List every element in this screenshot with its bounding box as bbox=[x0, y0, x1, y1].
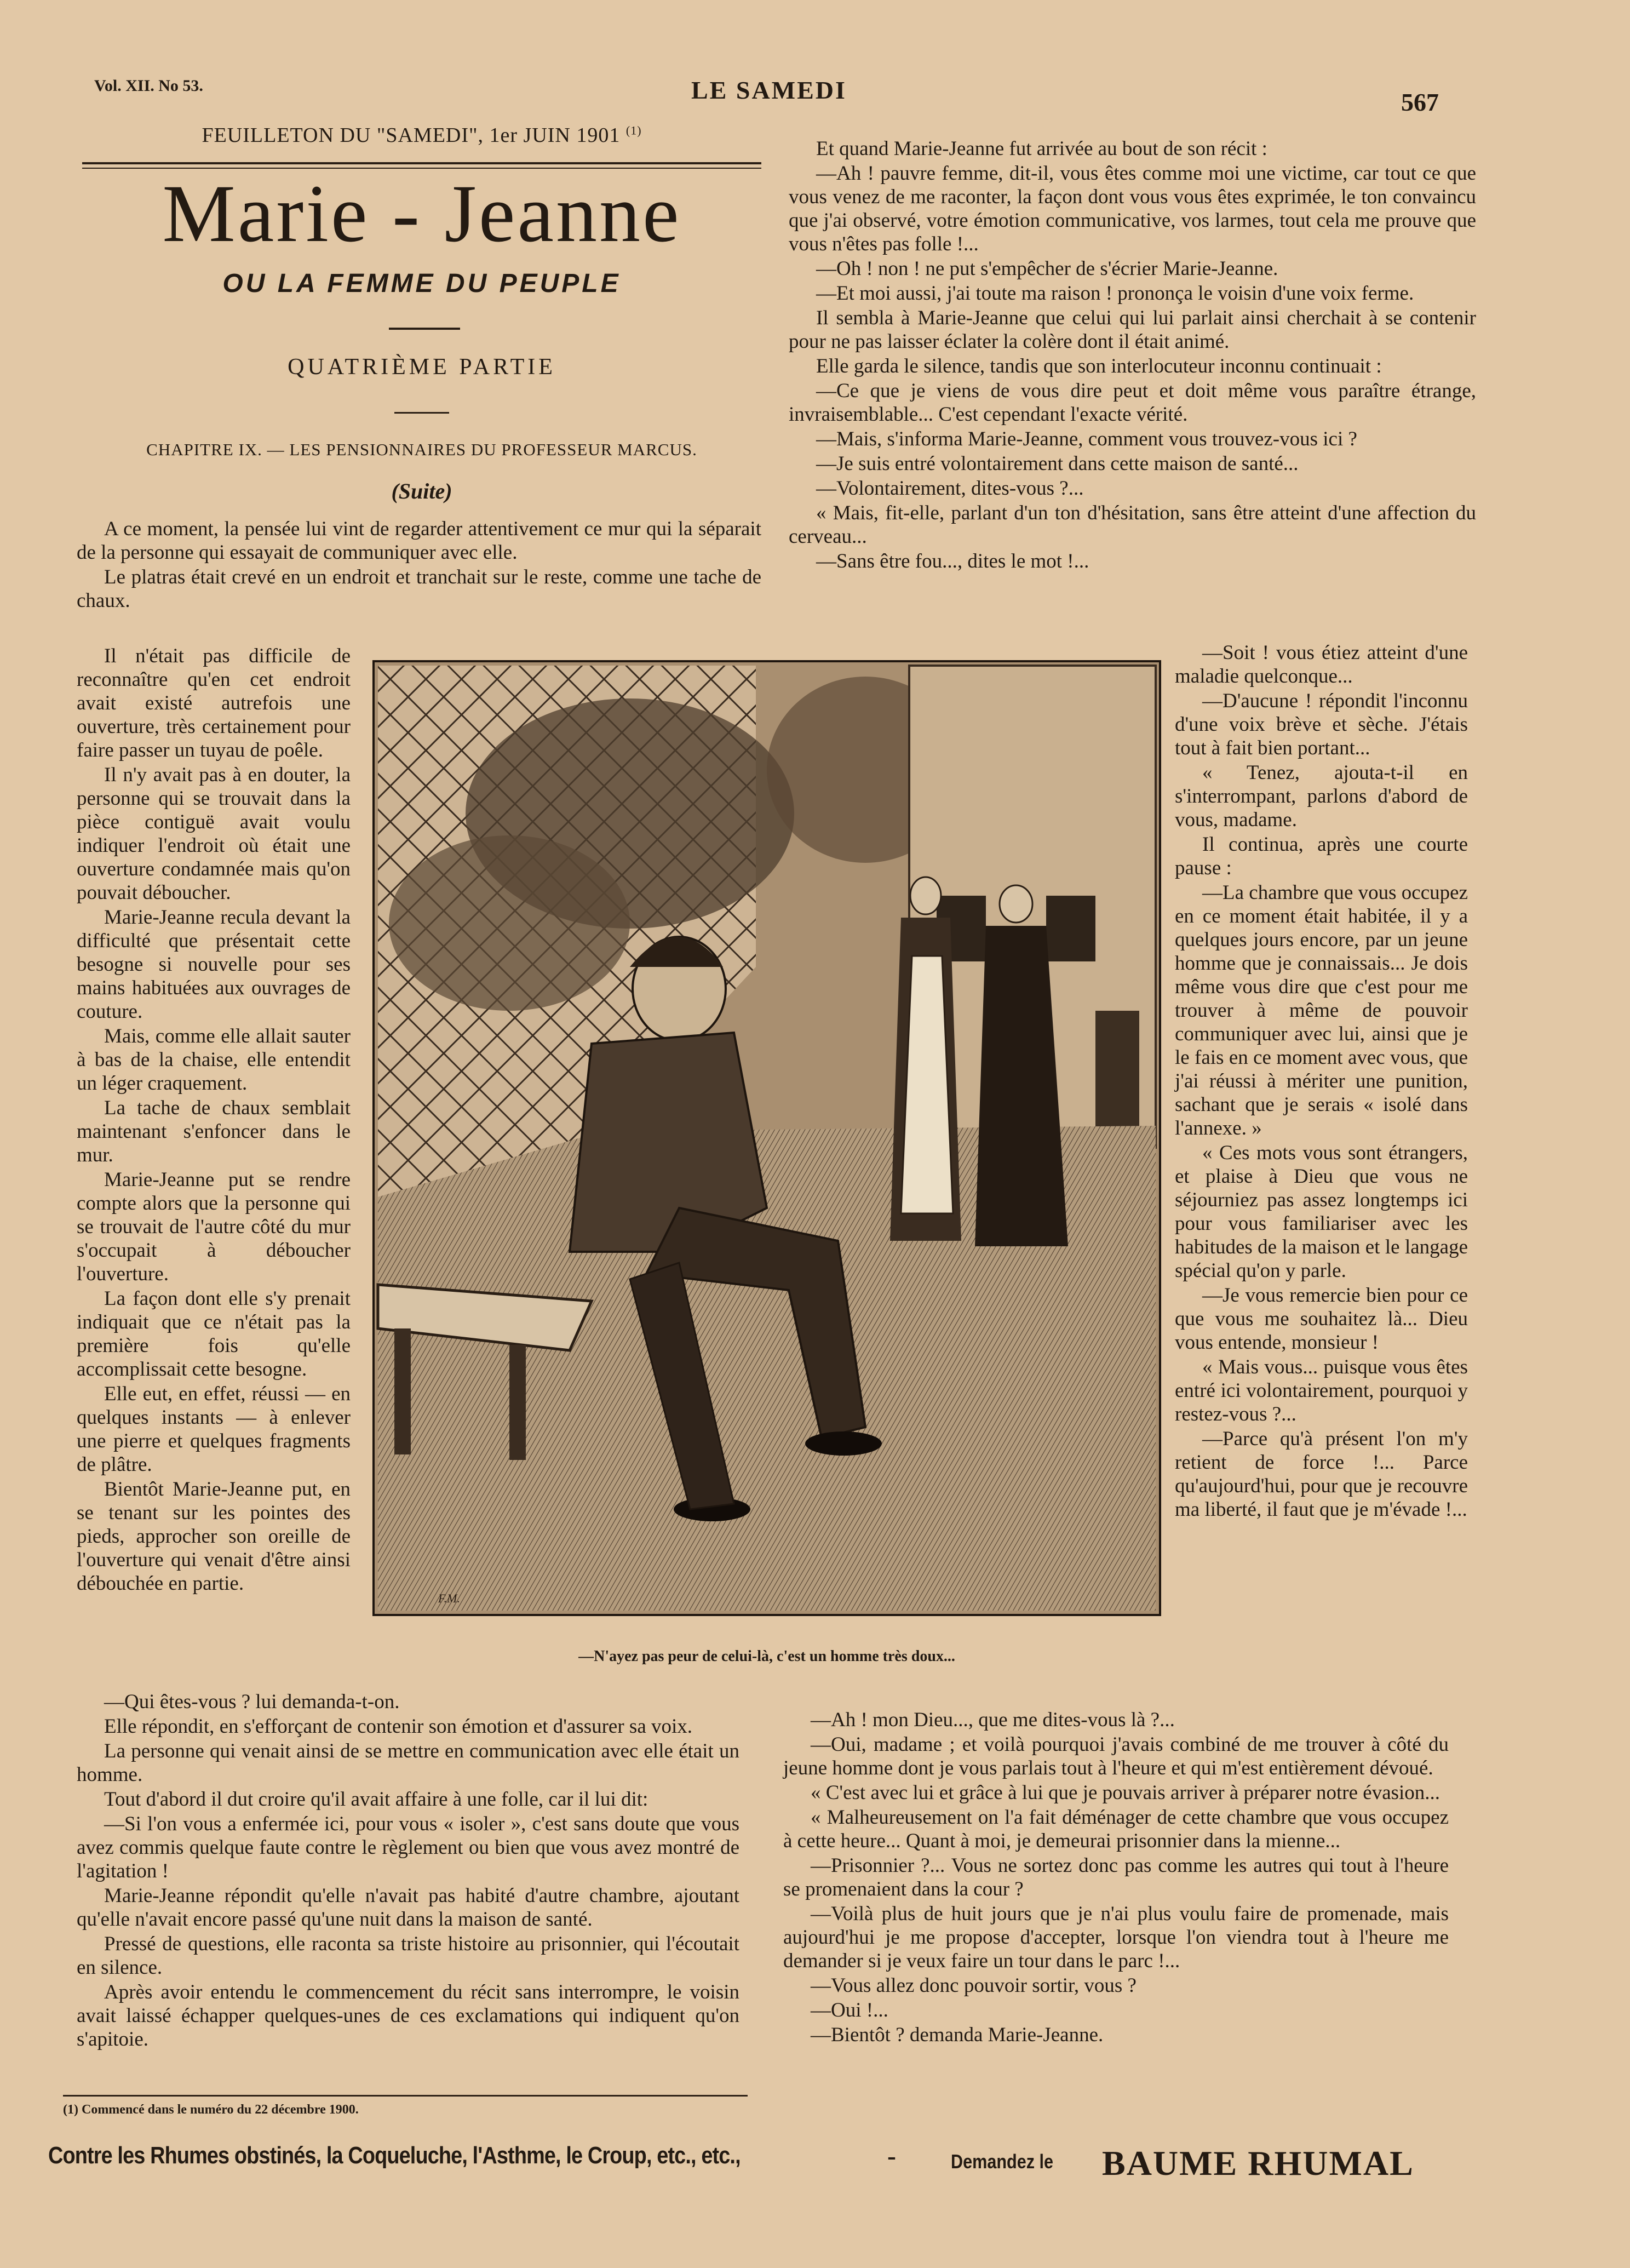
paragraph: Il sembla à Marie-Jeanne que celui qui lui parlait ainsi cherchait à se contenir pour ne pas laisser éclater la colère dont il était animé. bbox=[789, 307, 1476, 353]
footnote-rule bbox=[63, 2095, 748, 2097]
paragraph: —Je vous remercie bien pour ce que vous me souhaitez là... Dieu vous entende, monsieur ! bbox=[1175, 1284, 1468, 1354]
paragraph: A ce moment, la pensée lui vint de regarder attentivement ce mur qui la séparait de la personne qui essayait de communiquer avec elle. bbox=[77, 518, 761, 564]
chapter-heading: CHAPITRE IX. — LES PENSIONNAIRES DU PROFESSEUR MARCUS. bbox=[146, 440, 697, 459]
paragraph: —Ce que je viens de vous dire peut et doit même vous paraître étrange, invraisemblable... C'est cependant l'exacte vérité. bbox=[789, 380, 1476, 426]
footnote: (1) Commencé dans le numéro du 22 décembre 1900. bbox=[63, 2103, 359, 2117]
paragraph: Marie-Jeanne recula devant la difficulté que présentait cette besogne si nouvelle pour ses mains habituées aux ouvrages de couture. bbox=[77, 906, 351, 1023]
paragraph: —Si l'on vous a enfermée ici, pour vous « isoler », c'est sans doute que vous avez commis quelque faute contre le règlement ou bien que vous avez montré de l'agitation ! bbox=[77, 1813, 739, 1882]
advert-middle: Demandez le bbox=[951, 2150, 1054, 2173]
part-heading: QUATRIÈME PARTIE bbox=[288, 354, 556, 380]
paragraph: « Malheureusement on l'a fait déménager de cette chambre que vous occupez à cette heure... Quant à moi, je demeurai prisonnier dans la mienne... bbox=[783, 1806, 1449, 1852]
paragraph: Il n'y avait pas à en douter, la personne qui se trouvait dans la pièce contiguë avait voulu indiquer l'endroit où était une ouverture condamnée mais qu'on pouvait déboucher. bbox=[77, 764, 351, 904]
paragraph: —Qui êtes-vous ? lui demanda-t-on. bbox=[104, 1691, 400, 1713]
paragraph: —Et moi aussi, j'ai toute ma raison ! prononça le voisin d'une voix ferme. bbox=[816, 282, 1414, 305]
paragraph: Après avoir entendu le commencement du récit sans interrompre, le voisin avait laissé échapper quelques-unes de ces exclamations qui indiquent qu'on s'apitoie. bbox=[77, 1981, 739, 2051]
left-bottom-text bbox=[77, 1690, 739, 2052]
paragraph: La personne qui venait ainsi de se mettre en communication avec elle était un homme. bbox=[77, 1740, 739, 1786]
paragraph: Le platras était crevé en un endroit et tranchait sur le reste, comme une tache de chaux. bbox=[77, 566, 761, 612]
paragraph: —D'aucune ! répondit l'inconnu d'une voix brève et sèche. J'étais tout à fait bien portant... bbox=[1175, 690, 1468, 759]
advert-left: Contre les Rhumes obstinés, la Coqueluche, l'Asthme, le Croup, etc., etc., bbox=[48, 2142, 741, 2169]
left-top-text bbox=[77, 517, 761, 614]
paragraph: « Mais, fit-elle, parlant d'un ton d'hésitation, sans être atteint d'une affection du cerveau... bbox=[789, 502, 1476, 548]
engraver-signature: F.M. bbox=[438, 1591, 460, 1605]
paragraph: —Bientôt ? demanda Marie-Jeanne. bbox=[811, 2024, 1104, 2046]
paragraph: —Prisonnier ?... Vous ne sortez donc pas comme les autres qui tout à l'heure se promenaient dans la cour ? bbox=[783, 1854, 1449, 1900]
paragraph: La tache de chaux semblait maintenant s'enfoncer dans le mur. bbox=[77, 1097, 351, 1166]
paragraph: Il continua, après une courte pause : bbox=[1175, 833, 1468, 879]
paragraph: —Oui, madame ; et voilà pourquoi j'avais combiné de me trouver à côté du jeune homme dont je vous parlais tout à l'heure et qui m'est entièrement dévoué. bbox=[783, 1733, 1449, 1779]
suite-label: (Suite) bbox=[391, 479, 452, 503]
paragraph: —Ah ! mon Dieu..., que me dites-vous là ?... bbox=[811, 1709, 1175, 1731]
paragraph: « Tenez, ajouta-t-il en s'interrompant, parlons d'abord de vous, madame. bbox=[1175, 761, 1468, 831]
paragraph: —Oh ! non ! ne put s'empêcher de s'écrier Marie-Jeanne. bbox=[816, 257, 1278, 280]
paragraph: —Mais, s'informa Marie-Jeanne, comment vous trouvez-vous ici ? bbox=[816, 428, 1357, 450]
engraving-image bbox=[372, 660, 1161, 1616]
paragraph: —Je suis entré volontairement dans cette maison de santé... bbox=[816, 453, 1299, 475]
paragraph: Mais, comme elle allait sauter à bas de la chaise, elle entendit un léger craquement. bbox=[77, 1025, 351, 1095]
subtitle-rule bbox=[389, 328, 460, 330]
paragraph: —Ah ! pauvre femme, dit-il, vous êtes comme moi une victime, car tout ce que vous venez de me raconter, la façon dont vous vous êtes exprimée, le ton convaincu que j'ai observé, votre émotion communicative, vos larmes, tout cela me prouve que vous n'êtes pas folle !... bbox=[789, 162, 1476, 255]
paragraph: Et quand Marie-Jeanne fut arrivée au bout de son récit : bbox=[816, 138, 1267, 160]
novel-title: Marie - Jeanne bbox=[162, 168, 681, 259]
advert-product: BAUME RHUMAL bbox=[1102, 2144, 1414, 2183]
illustration-caption: —N'ayez pas peur de celui-là, c'est un homme très doux... bbox=[578, 1648, 955, 1665]
paragraph: Elle garda le silence, tandis que son interlocuteur inconnu continuait : bbox=[816, 355, 1382, 377]
paragraph: La façon dont elle s'y prenait indiquait que ce n'était pas la première fois qu'elle accomplissait cette besogne. bbox=[77, 1287, 351, 1381]
feuilleton-line bbox=[82, 123, 761, 147]
page-number: 567 bbox=[1401, 88, 1439, 116]
illustration bbox=[372, 660, 1161, 1616]
novel-subtitle: OU LA FEMME DU PEUPLE bbox=[222, 269, 621, 298]
footnote-mark: (1) bbox=[625, 123, 642, 138]
paragraph: Elle eut, en effet, réussi — en quelques instants — à enlever une pierre et quelques fragments de plâtre. bbox=[77, 1383, 351, 1476]
paragraph: Marie-Jeanne répondit qu'elle n'avait pas habité d'autre chambre, ajoutant qu'elle n'avait encore passé qu'une nuit dans la maison de santé. bbox=[77, 1885, 739, 1931]
right-narrow-text bbox=[1175, 641, 1468, 1522]
paragraph: Marie-Jeanne put se rendre compte alors que la personne qui se trouvait de l'autre côté du mur s'occupait à déboucher l'ouverture. bbox=[77, 1169, 351, 1285]
paragraph: « Mais vous... puisque vous êtes entré ici volontairement, pourquoi y restez-vous ?... bbox=[1175, 1356, 1468, 1425]
paragraph: —Sans être fou..., dites le mot !... bbox=[816, 550, 1089, 572]
paragraph: —Vous allez donc pouvoir sortir, vous ? bbox=[811, 1974, 1137, 1997]
paragraph: —Voilà plus de huit jours que je n'ai plus voulu faire de promenade, mais aujourd'hui je me propose d'accepter, lorsque l'on viendra tout à l'heure me demander si je veux faire un tour dans le parc !... bbox=[783, 1903, 1449, 1972]
paragraph: —La chambre que vous occupez en ce moment était habitée, il y a quelques jours encore, par un jeune homme que je connaissais... Je dois même vous dire que c'est pour me trouver à même de pouvoir communiquer avec lui, ainsi que je le fais en ce moment avec vous, que j'ai réussi à mériter une punition, sachant que je serais « isolé dans l'annexe. » bbox=[1175, 881, 1468, 1139]
paragraph: —Volontairement, dites-vous ?... bbox=[816, 477, 1084, 500]
paragraph: Elle répondit, en s'efforçant de contenir son émotion et d'assurer sa voix. bbox=[104, 1715, 693, 1738]
paragraph: Tout d'abord il dut croire qu'il avait affaire à une folle, car il lui dit: bbox=[104, 1788, 648, 1811]
paragraph: Bientôt Marie-Jeanne put, en se tenant sur les pointes des pieds, approcher son oreille de l'ouverture qui venait d'être ainsi débouchée en partie. bbox=[77, 1478, 351, 1595]
advert-dash: - bbox=[887, 2141, 896, 2170]
paragraph: —Soit ! vous étiez atteint d'une maladie quelconque... bbox=[1175, 642, 1468, 688]
feuilleton-text: FEUILLETON DU "SAMEDI", 1er JUIN 1901 bbox=[202, 124, 621, 147]
paragraph: Il n'était pas difficile de reconnaître qu'en cet endroit avait existé autrefois une ouverture, très certainement pour faire passer un tuyau de poêle. bbox=[77, 645, 351, 761]
volume-number: Vol. XII. No 53. bbox=[94, 77, 203, 95]
paragraph: Pressé de questions, elle raconta sa triste histoire au prisonnier, qui l'écoutait en silence. bbox=[77, 1933, 739, 1979]
paragraph: —Parce qu'à présent l'on m'y retient de force !... Parce qu'aujourd'hui, pour que je recouvre ma liberté, il faut que je m'évade !... bbox=[1175, 1428, 1468, 1521]
paragraph: —Oui !... bbox=[811, 1999, 888, 2021]
right-top-text bbox=[789, 137, 1476, 574]
part-rule bbox=[394, 412, 449, 414]
paragraph: « Ces mots vous sont étrangers, et plaise à Dieu que vous ne séjourniez pas assez longtemps ici pour vous familiariser avec les habitudes de la maison et le langage spécial qu'on y parle. bbox=[1175, 1142, 1468, 1282]
right-bottom-text bbox=[783, 1708, 1449, 2048]
paragraph: « C'est avec lui et grâce à lui que je pouvais arriver à préparer notre évasion... bbox=[811, 1782, 1440, 1804]
journal-name: LE SAMEDI bbox=[691, 76, 847, 104]
left-narrow-text bbox=[77, 644, 351, 1596]
